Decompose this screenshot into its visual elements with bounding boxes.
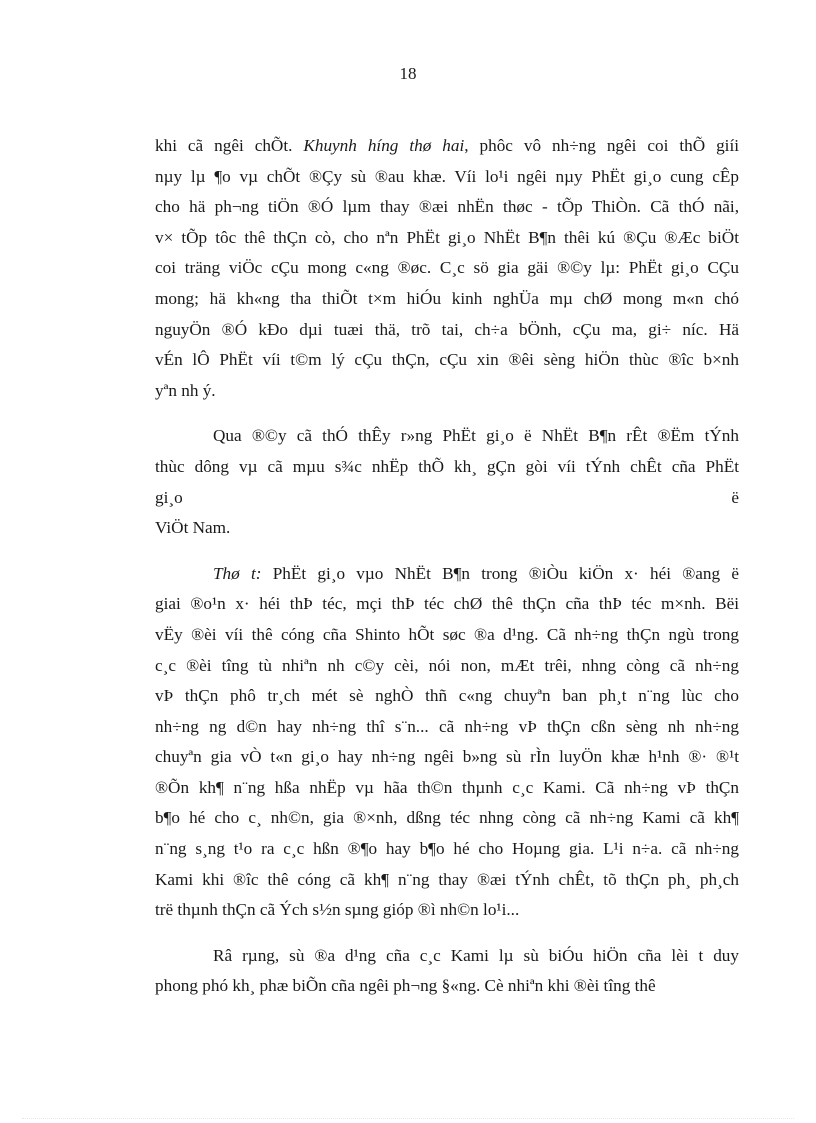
page-number: 18: [399, 64, 417, 83]
text-run: ®Õn kh¶ n¨ng hßa nhËp vµ hãa th©n thµnh c¸c Kami. Cã nh÷ng vÞ thÇn: [155, 777, 739, 797]
paragraph: [155, 559, 739, 926]
text-run: mong; hä kh«ng tha thiÕt t×m hiÓu kinh nghÜa mµ chØ mong m«n chó: [155, 288, 739, 308]
text-run: nh÷ng ng d©n hay nh÷ng thî s¨n... cã nh÷ng vÞ thÇn cßn sèng nh nh÷ng: [155, 716, 739, 736]
text-line: [155, 253, 739, 284]
text-line: [155, 651, 739, 682]
text-run: v× tÕp tôc thê thÇn cò, cho nªn PhËt gi¸o NhËt B¶n thêi kú ®Çu ®Æc biÖt: [155, 227, 739, 247]
italic-run: Thø t:: [213, 563, 262, 583]
text-run: vËy ®èi víi thê cóng cña Shinto hÕt søc ®a d¹ng. Cã nh÷ng thÇn ngù trong: [155, 624, 739, 644]
text-run: vÉn lÔ PhËt víi t©m lý cÇu thÇn, cÇu xin ®êi sèng hiÖn thùc ®îc b×nh: [155, 350, 739, 370]
text-run: vÞ thÇn phô tr¸ch mét sè nghÒ thñ c«ng chuyªn ban ph¸t n¨ng lùc cho: [155, 686, 739, 706]
text-line: [155, 971, 739, 1002]
text-run: yªn nh ý.: [155, 380, 216, 400]
text-run: c¸c ®èi tîng tù nhiªn nh c©y cèi, nói non, mÆt trêi, nhng còng cã nh÷ng: [155, 655, 739, 675]
text-run: gi¸o ë: [155, 487, 739, 507]
text-line: [155, 376, 739, 407]
text-run: nµy lµ ¶o vµ chÕt ®Çy sù ®au khæ. Víi lo¹i ngêi nµy PhËt gi¸o cung cÊp: [155, 166, 739, 186]
text-line: [155, 620, 739, 651]
text-line: [155, 803, 739, 834]
text-line: [155, 773, 739, 804]
paragraph: [155, 421, 739, 543]
text-run: Kami khi ®îc thê cóng cã kh¶ n¨ng thay ®æi tÝnh chÊt, tõ thÇn ph¸ ph¸ch: [155, 869, 739, 889]
text-run: trë thµnh thÇn cã Ých s½n sµng gióp ®ì nh©n lo¹i...: [155, 900, 520, 920]
text-line: [155, 483, 739, 514]
text-line: [155, 315, 739, 346]
text-run: thùc dông vµ cã mµu s¾c nhËp thÕ kh¸ gÇn gòi víi tÝnh chÊt cña PhËt: [155, 456, 739, 476]
text-run: coi träng viÖc cÇu mong c«ng ®øc. C¸c sö gia gäi ®©y lµ: PhËt gi¸o CÇu: [155, 258, 739, 278]
text-line: [155, 559, 739, 590]
text-line: [155, 865, 739, 896]
text-line: [155, 895, 739, 926]
text-line: [155, 223, 739, 254]
text-line: [155, 589, 739, 620]
text-line: [155, 513, 739, 544]
text-run: , phôc vô nh÷ng ngêi coi thÕ giíi: [464, 136, 739, 155]
text-run: giai ®o¹n x· héi thÞ téc, mçi thÞ téc chØ thê thÇn cña thÞ téc m×nh. Bëi: [155, 594, 739, 614]
text-line: [155, 131, 739, 162]
text-run: n¨ng s¸ng t¹o ra c¸c hßn ®¶o hay b¶o hé cho Hoµng gia. L¹i n÷a. cã nh÷ng: [155, 839, 739, 859]
text-line: [155, 421, 739, 452]
text-line: [155, 834, 739, 865]
text-run: khi cã ngêi chÕt.: [155, 136, 304, 155]
text-run: PhËt gi¸o vµo NhËt B¶n trong ®iÒu kiÖn x· héi ®ang ë: [261, 563, 739, 583]
text-line: [155, 192, 739, 223]
text-run: b¶o hé cho c¸ nh©n, gia ®×nh, dßng téc nhng còng cã nh÷ng Kami cã kh¶: [155, 808, 739, 828]
text-run: cho hä ph¬ng tiÖn ®Ó lµm thay ®æi nhËn thøc - tÕp ThiÒn. Cã thÓ nãi,: [155, 197, 739, 217]
text-line: [155, 284, 739, 315]
text-line: [155, 941, 739, 972]
text-run: Râ rµng, sù ®a d¹ng cña c¸c Kami lµ sù biÓu hiÖn cña lèi t duy: [213, 945, 739, 965]
body-text: [155, 131, 739, 1017]
text-line: [155, 742, 739, 773]
text-run: nguyÖn ®Ó kÐo dµi tuæi thä, trõ tai, ch÷a bÖnh, cÇu ma, gi÷ níc. Hä: [155, 319, 739, 339]
paragraph: [155, 941, 739, 1002]
paragraph: [155, 131, 739, 406]
text-line: [155, 712, 739, 743]
text-run: phong phó kh¸ phæ biÕn cña ngêi ph¬ng §«ng. Cè nhiªn khi ®èi tîng thê: [155, 976, 656, 996]
page-bottom-rule: [22, 1118, 794, 1119]
text-line: [155, 681, 739, 712]
italic-run: Khuynh híng thø hai: [303, 136, 465, 155]
text-line: [155, 162, 739, 193]
text-run: chuyªn gia vÒ t«n gi¸o hay nh÷ng ngêi b»ng sù rÌn luyÖn khæ h¹nh ®· ®¹t: [155, 747, 739, 767]
text-run: Qua ®©y cã thÓ thÊy r»ng PhËt gi¸o ë NhËt B¶n rÊt ®Ëm tÝnh: [213, 426, 739, 446]
text-line: [155, 345, 739, 376]
text-line: [155, 452, 739, 483]
text-run: ViÖt Nam.: [155, 518, 231, 538]
